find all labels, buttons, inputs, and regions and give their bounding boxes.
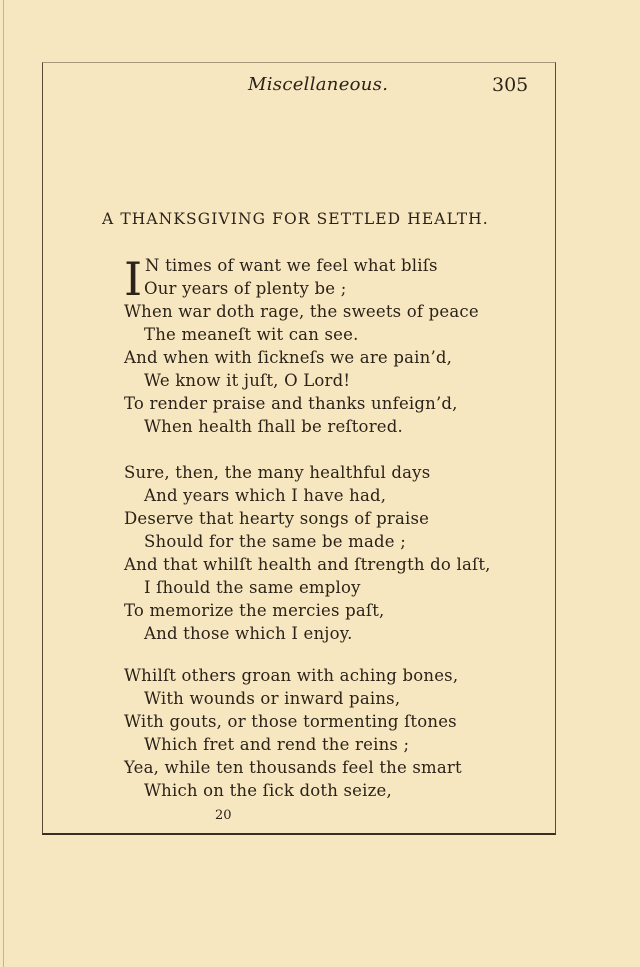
poem-line: Yea, while ten thousands feel the smart <box>124 758 462 777</box>
poem-line: When health ſhall be reſtored. <box>144 417 403 436</box>
poem-line: And when with ſickneſs we are pain’d, <box>124 348 453 367</box>
page-number: 305 <box>492 74 529 96</box>
poem-line: With wounds or inward pains, <box>144 689 401 708</box>
poem-line: And that whilſt health and ſtrength do laſt, <box>124 555 491 574</box>
poem-line: And years which I have had, <box>144 486 387 505</box>
poem-line: And those which I enjoy. <box>144 624 353 643</box>
poem-line: When war doth rage, the sweets of peace <box>124 302 479 321</box>
poem-line: The meaneſt wit can see. <box>144 325 359 344</box>
poem-line: Our years of plenty be ; <box>144 279 347 298</box>
drop-cap: I <box>124 252 143 306</box>
poem-line: N times of want we feel what bliſs <box>145 256 438 275</box>
poem-line: I ſhould the same employ <box>144 578 361 597</box>
poem-line: To render praise and thanks unfeign’d, <box>124 394 458 413</box>
poem-line: Which fret and rend the reins ; <box>144 735 410 754</box>
running-head: Miscellaneous. <box>248 74 389 95</box>
poem-line: Deserve that hearty songs of praise <box>124 509 430 528</box>
poem-line: With gouts, or those tormenting ſtones <box>124 712 457 731</box>
signature-mark: 20 <box>215 808 232 823</box>
poem-line: Whilſt others groan with aching bones, <box>124 666 459 685</box>
poem-line: To memorize the mercies paſt, <box>124 601 385 620</box>
poem-line: We know it juſt, O Lord! <box>144 371 351 390</box>
poem-line: Should for the same be made ; <box>144 532 406 551</box>
poem-line: Which on the ſick doth seize, <box>144 781 392 800</box>
poem-title: A THANKSGIVING FOR SETTLED HEALTH. <box>102 210 489 228</box>
poem-line: Sure, then, the many healthful days <box>124 463 431 482</box>
binding-edge <box>3 0 4 967</box>
